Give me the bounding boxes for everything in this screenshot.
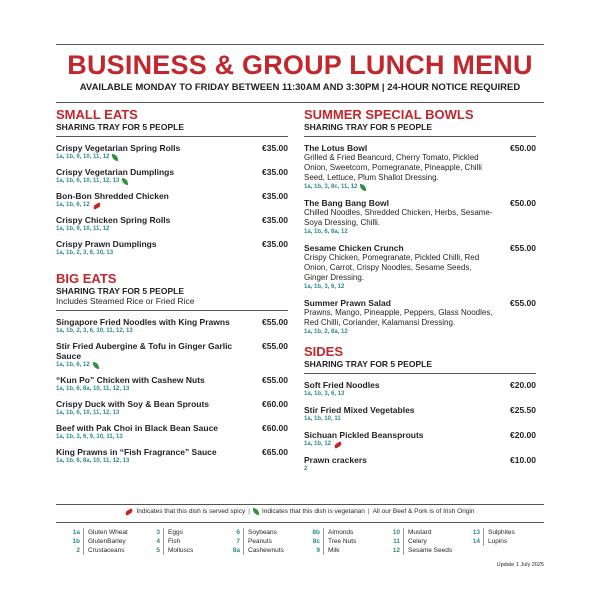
allergen-name: Fish (168, 538, 181, 545)
allergen-codes-text: 1a, 1b, 3, 6, 12 (304, 284, 345, 290)
menu-item (56, 215, 288, 234)
menu-subtitle: AVAILABLE MONDAY TO FRIDAY BETWEEN 11:30AM AND 3:30PM | 24-HOUR NOTICE REQUIRED (79, 82, 521, 93)
subtitle-rule (56, 102, 544, 103)
section-subtitle: SHARING TRAY FOR 5 PEOPLE (304, 122, 432, 132)
allergen-name: Eggs (168, 529, 183, 536)
section-title: SUMMER SPECIAL BOWLS (304, 107, 474, 122)
allergen-codes-text: 1a, 1b, 6, 12 (56, 362, 90, 368)
menu-item (56, 239, 288, 258)
allergen-codes-text: 1a, 1b, 9, 10, 11, 12 (56, 154, 110, 160)
section-note: Includes Steamed Rice or Fried Rice (56, 296, 195, 306)
menu-item (56, 167, 288, 186)
menu-item-price: €50.00 (510, 198, 536, 208)
menu-item-row (304, 455, 536, 465)
allergen-key-entry (144, 528, 224, 537)
allergen-codes-text: 2 (304, 466, 308, 472)
allergen-name: Sesame Seeds (408, 547, 453, 554)
menu-item (56, 423, 288, 442)
allergen-codes-text: 1a, 1b, 10, 11 (304, 416, 341, 422)
section-title: SMALL EATS (56, 107, 138, 122)
menu-item-description: Prawns, Mango, Pineapple, Peppers, Glass Noodles, Red Chilli, Coriander, Kalamansi Dressing. (304, 308, 493, 327)
allergen-name: Cashewnuts (248, 547, 284, 554)
allergen-key-entry (144, 546, 224, 555)
legend-rule-bottom (56, 522, 544, 523)
menu-item-row (56, 239, 288, 249)
menu-item-price: €60.00 (262, 399, 288, 409)
allergen-name: Molluscs (168, 547, 194, 554)
allergen-codes (304, 415, 536, 424)
allergen-code: 7 (224, 537, 244, 546)
allergen-key-column (64, 528, 144, 555)
allergen-codes-text: 1a, 1b, 6, 10, 11, 12, 13 (56, 410, 120, 416)
allergen-name: Milk (328, 547, 340, 554)
menu-item-price: €35.00 (262, 167, 288, 177)
menu-item-description: Crispy Chicken, Pomegranate, Pickled Chilli, Red Onion, Carrot, Crispy Noodles, Sesame Seeds, Ginger Dressing. (304, 253, 480, 282)
allergen-codes-text: 1a, 1b, 3, 8c, 11, 12 (304, 184, 358, 190)
allergen-codes-text: 1a, 1b, 9, 10, 11, 12 (56, 226, 110, 232)
legend-rule-top (56, 504, 544, 505)
menu-item (56, 375, 288, 394)
allergen-codes (56, 327, 288, 336)
allergen-key-column (224, 528, 304, 555)
menu-item-name: Beef with Pak Choi in Black Bean Sauce (56, 423, 219, 433)
allergen-key-entry (64, 546, 144, 555)
allergen-codes (56, 433, 288, 442)
allergen-codes (304, 328, 536, 337)
allergen-name: Sulphites (488, 529, 515, 536)
allergen-codes (304, 283, 536, 292)
allergen-key-entry (224, 537, 304, 546)
allergen-code: 1b (64, 537, 84, 546)
allergen-codes (304, 440, 536, 449)
allergen-key-entry (384, 537, 464, 546)
menu-item-price: €55.00 (262, 317, 288, 327)
allergen-code: 14 (464, 537, 484, 546)
menu-item-row (56, 341, 288, 361)
menu-item-price: €55.00 (262, 341, 288, 351)
section-rule (304, 136, 536, 137)
menu-item-name: Crispy Chicken Spring Rolls (56, 215, 171, 225)
menu-item-price: €35.00 (262, 239, 288, 249)
allergen-name: Mustard (408, 529, 432, 536)
menu-item-price: €35.00 (262, 191, 288, 201)
allergen-name: Almonds (328, 529, 354, 536)
menu-item-name: Bon-Bon Shredded Chicken (56, 191, 169, 201)
menu-item-row (56, 215, 288, 225)
update-note: Update 1 July 2025 (496, 562, 544, 568)
menu-item-price: €60.00 (262, 423, 288, 433)
allergen-code: 6 (224, 528, 244, 537)
menu-item-row (304, 243, 536, 253)
menu-item-row (56, 447, 288, 457)
section-title: SIDES (304, 344, 344, 359)
menu-item (304, 243, 536, 292)
leaf-icon (93, 362, 99, 369)
allergen-codes-text: 1a, 1b, 2, 3, 6, 10, 13 (56, 250, 114, 256)
legend-veg: Indicates that this dish is vegetarian (261, 508, 365, 515)
menu-item-name: Stir Fried Mixed Vegetables (304, 405, 415, 415)
allergen-codes (56, 177, 288, 186)
allergen-codes (304, 465, 536, 474)
allergen-name: Lupins (488, 538, 508, 545)
menu-item-row (56, 143, 288, 153)
allergen-code: 10 (384, 528, 404, 537)
allergen-codes (56, 201, 288, 210)
menu-item-price: €55.00 (262, 375, 288, 385)
allergen-codes-text: 1a, 1b, 6, 8a, 12 (304, 229, 348, 235)
menu-item-price: €25.50 (510, 405, 536, 415)
menu-item-row (56, 191, 288, 201)
legend-separator: | (248, 508, 250, 515)
leaf-icon (122, 178, 128, 185)
menu-item-row (56, 423, 288, 433)
menu-item (304, 380, 536, 399)
allergen-codes (56, 225, 288, 234)
menu-item-row (304, 298, 536, 308)
allergen-code: 8b (304, 528, 324, 537)
allergen-codes (56, 409, 288, 418)
section-small-eats (56, 108, 288, 258)
chilli-icon (92, 202, 101, 209)
allergen-codes-text: 1a, 1b, 6, 12 (56, 202, 90, 208)
allergen-codes-text: 1a, 1b, 3, 6, 9, 10, 11, 13 (56, 434, 123, 440)
menu-item-name: Crispy Vegetarian Spring Rolls (56, 143, 181, 153)
allergen-code: 9 (304, 546, 324, 555)
section-rule (304, 373, 536, 374)
allergen-name: Peanuts (248, 538, 272, 545)
leaf-icon (360, 184, 366, 191)
menu-item-row (56, 317, 288, 327)
leaf-icon (112, 154, 118, 161)
allergen-key-entry (64, 528, 144, 537)
allergen-key-entry (384, 528, 464, 537)
legend-spicy: Indicates that this dish is served spicy (136, 508, 246, 515)
right-column (304, 108, 536, 480)
allergen-codes-text: 1a, 1b, 6, 10, 11, 12, 13 (56, 178, 120, 184)
allergen-key-column (144, 528, 224, 555)
menu-item-price: €20.00 (510, 380, 536, 390)
menu-item-price: €65.00 (262, 447, 288, 457)
leaf-icon (253, 508, 259, 515)
allergen-name: Gluten Wheat (88, 529, 128, 536)
section-rule (56, 136, 288, 137)
allergen-codes-text: 1a, 1b, 6, 8a, 10, 11, 12, 13 (56, 458, 130, 464)
menu-item-name: “Kun Po” Chicken with Cashew Nuts (56, 375, 205, 385)
section-subtitle: SHARING TRAY FOR 5 PEOPLE (56, 122, 184, 132)
menu-item-description: Chilled Noodles, Shredded Chicken, Herbs, Sesame-Soya Dressing, Chilli. (304, 208, 493, 227)
allergen-key-entry (144, 537, 224, 546)
allergen-key-entry (224, 528, 304, 537)
menu-item-row (304, 430, 536, 440)
menu-item-price: €35.00 (262, 215, 288, 225)
allergen-codes-text: 1a, 1b, 12 (304, 441, 332, 447)
section-rule (56, 310, 288, 311)
menu-item-name: Summer Prawn Salad (304, 298, 391, 308)
menu-item-price: €55.00 (510, 243, 536, 253)
menu-item (304, 198, 536, 237)
menu-item-name: Soft Fried Noodles (304, 380, 380, 390)
section-title: BIG EATS (56, 271, 117, 286)
menu-item-row (56, 167, 288, 177)
menu-item (56, 447, 288, 466)
legend-origin: All our Beef & Pork is of Irish Origin (372, 508, 475, 515)
menu-title: BUSINESS & GROUP LUNCH MENU (67, 50, 533, 80)
menu-item-name: Crispy Vegetarian Dumplings (56, 167, 175, 177)
section-subtitle: SHARING TRAY FOR 5 PEOPLE (56, 286, 184, 296)
menu-item-price: €20.00 (510, 430, 536, 440)
allergen-code: 8c (304, 537, 324, 546)
menu-item-row (304, 380, 536, 390)
menu-item (56, 191, 288, 210)
menu-item-price: €10.00 (510, 455, 536, 465)
allergen-name: Crustaceans (88, 547, 125, 554)
allergen-name: Tree Nuts (328, 538, 357, 545)
menu-item (304, 405, 536, 424)
allergen-codes-text: 1a, 1b, 2, 8a, 12 (304, 329, 348, 335)
chilli-icon (125, 508, 134, 515)
allergen-code: 2 (64, 546, 84, 555)
allergen-codes (56, 361, 288, 370)
allergen-code: 3 (144, 528, 164, 537)
allergen-codes (304, 390, 536, 399)
menu-item-price: €50.00 (510, 143, 536, 153)
menu-item (304, 455, 536, 474)
menu-item-row (56, 399, 288, 409)
section-big-eats (56, 272, 288, 466)
allergen-code: 4 (144, 537, 164, 546)
allergen-key-entry (64, 537, 144, 546)
allergen-codes (56, 385, 288, 394)
menu-item-row (304, 198, 536, 208)
legend (56, 508, 544, 515)
menu-item-name: The Bang Bang Bowl (304, 198, 389, 208)
menu-item-row (56, 375, 288, 385)
allergen-codes (56, 249, 288, 258)
section-summer-bowls (304, 108, 536, 337)
allergen-key-entry (224, 546, 304, 555)
allergen-key-entry (384, 546, 464, 555)
allergen-code: 13 (464, 528, 484, 537)
menu-item-name: The Lotus Bowl (304, 143, 368, 153)
allergen-key-entry (464, 537, 544, 546)
allergen-key-entry (464, 528, 544, 537)
allergen-name: Soybeans (248, 529, 277, 536)
menu-item-description: Grilled & Fried Beancurd, Cherry Tomato, Pickled Onion, Sweetcorn, Pomegranate, Pineapple, Chilli Seed, Lettuce, Plum Shallot Dressing. (304, 153, 482, 182)
menu-item-price: €55.00 (510, 298, 536, 308)
menu-item-name: Crispy Duck with Soy & Bean Sprouts (56, 399, 210, 409)
section-sides (304, 345, 536, 474)
allergen-code: 1a (64, 528, 84, 537)
chilli-icon (334, 441, 343, 448)
allergen-codes (304, 183, 536, 192)
menu-item (56, 341, 288, 370)
allergen-key-entry (304, 528, 384, 537)
menu-item (304, 298, 536, 337)
top-rule (56, 44, 544, 45)
menu-item (304, 143, 536, 192)
menu-item (56, 399, 288, 418)
allergen-name: GlutenBarley (88, 538, 126, 545)
allergen-key-column (384, 528, 464, 555)
allergen-code: 11 (384, 537, 404, 546)
allergen-codes-text: 1a, 1b, 6, 8a, 10, 11, 12, 13 (56, 386, 130, 392)
allergen-key (64, 528, 544, 555)
allergen-codes-text: 1a, 1b, 3, 6, 13 (304, 391, 345, 397)
menu-item-name: Prawn crackers (304, 455, 367, 465)
allergen-name: Celery (408, 538, 427, 545)
legend-separator: | (367, 508, 370, 515)
menu-item-name: King Prawns in “Fish Fragrance” Sauce (56, 447, 217, 457)
menu-item-name: Singapore Fried Noodles with King Prawns (56, 317, 230, 327)
allergen-codes (56, 153, 288, 162)
allergen-codes (304, 228, 536, 237)
menu-item-row (304, 405, 536, 415)
allergen-code: 12 (384, 546, 404, 555)
allergen-key-column (304, 528, 384, 555)
menu-item-name: Stir Fried Aubergine & Tofu in Ginger Garlic Sauce (56, 341, 233, 361)
allergen-key-entry (304, 546, 384, 555)
left-column (56, 108, 288, 471)
section-subtitle: SHARING TRAY FOR 5 PEOPLE (304, 359, 432, 369)
menu-item (304, 430, 536, 449)
allergen-key-column (464, 528, 544, 555)
menu-item-name: Sichuan Pickled Beansprouts (304, 430, 424, 440)
menu-item (56, 317, 288, 336)
menu-item-row (304, 143, 536, 153)
menu-item-price: €35.00 (262, 143, 288, 153)
menu-page (56, 44, 544, 574)
menu-item-name: Crispy Prawn Dumplings (56, 239, 157, 249)
allergen-codes-text: 1a, 1b, 2, 3, 6, 10, 11, 12, 13 (56, 328, 133, 334)
allergen-codes (56, 457, 288, 466)
menu-item (56, 143, 288, 162)
allergen-code: 8a (224, 546, 244, 555)
allergen-code: 5 (144, 546, 164, 555)
allergen-key-entry (304, 537, 384, 546)
menu-item-name: Sesame Chicken Crunch (304, 243, 404, 253)
